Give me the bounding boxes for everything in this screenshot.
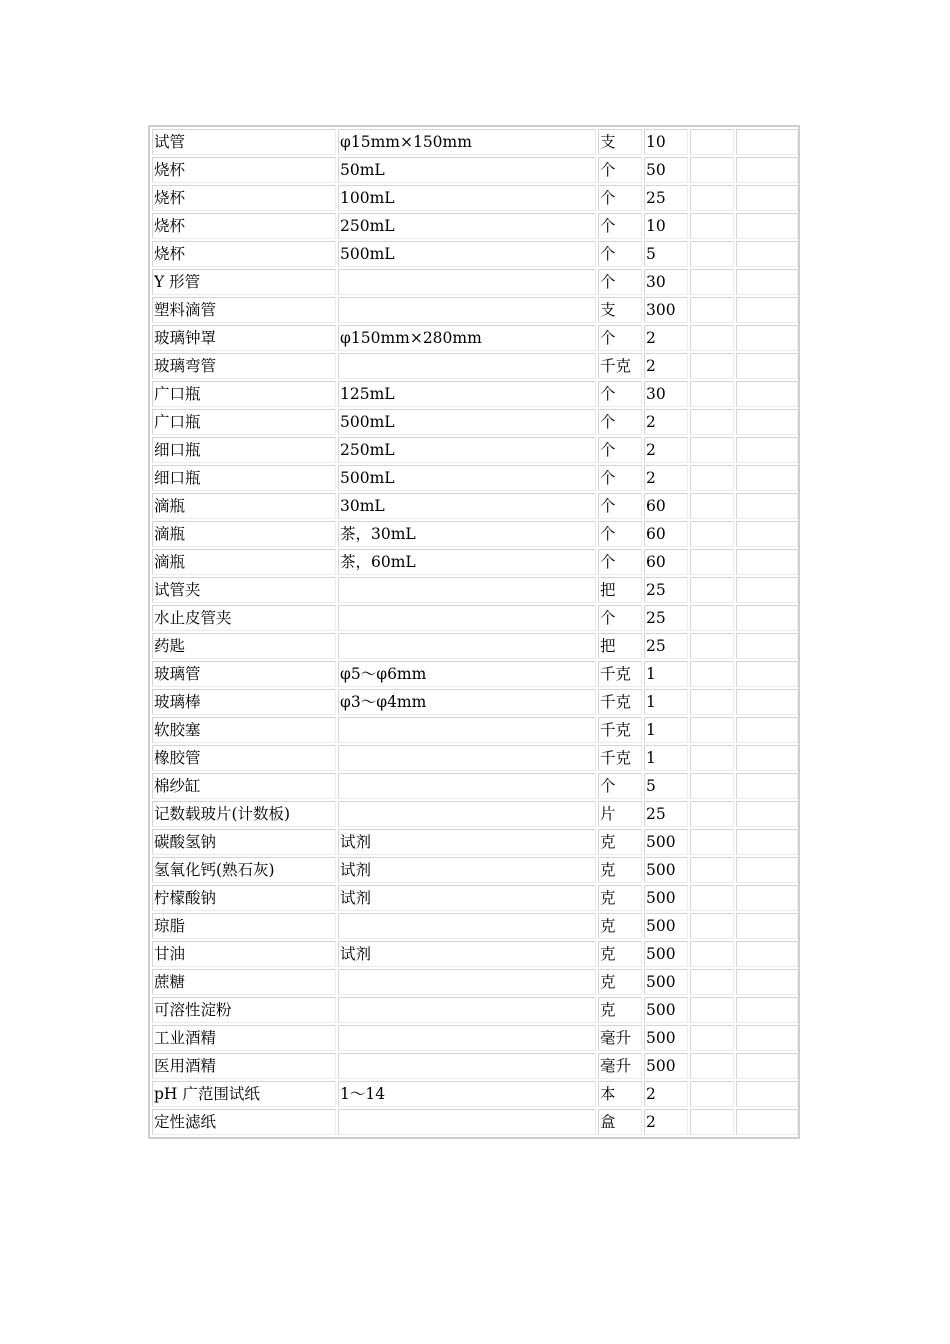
item-quantity-cell: 2	[644, 437, 688, 463]
empty-cell	[690, 661, 734, 687]
item-unit-cell: 毫升	[598, 1025, 642, 1051]
empty-cell	[690, 773, 734, 799]
empty-cell	[736, 661, 798, 687]
empty-cell	[736, 745, 798, 771]
item-unit-cell: 千克	[598, 717, 642, 743]
item-spec-cell: 500mL	[338, 465, 596, 491]
item-unit-cell: 个	[598, 549, 642, 575]
item-name-cell: 滴瓶	[152, 521, 336, 547]
empty-cell	[736, 1025, 798, 1051]
table-row	[152, 1109, 798, 1135]
empty-cell	[690, 241, 734, 267]
table-row	[152, 1053, 798, 1079]
empty-cell	[736, 437, 798, 463]
item-unit-cell: 个	[598, 325, 642, 351]
item-name-cell: 氢氧化钙(熟石灰)	[152, 857, 336, 883]
item-spec-cell: φ3～φ4mm	[338, 689, 596, 715]
item-quantity-cell: 2	[644, 1109, 688, 1135]
empty-cell	[690, 885, 734, 911]
empty-cell	[690, 577, 734, 603]
table-row	[152, 969, 798, 995]
empty-cell	[736, 269, 798, 295]
item-quantity-cell: 50	[644, 157, 688, 183]
item-name-cell: 甘油	[152, 941, 336, 967]
table-row	[152, 997, 798, 1023]
empty-cell	[736, 325, 798, 351]
item-quantity-cell: 10	[644, 129, 688, 155]
item-unit-cell: 克	[598, 997, 642, 1023]
item-name-cell: 医用酒精	[152, 1053, 336, 1079]
empty-cell	[690, 465, 734, 491]
empty-cell	[690, 997, 734, 1023]
item-unit-cell: 千克	[598, 353, 642, 379]
item-quantity-cell: 1	[644, 689, 688, 715]
item-unit-cell: 千克	[598, 745, 642, 771]
item-quantity-cell: 2	[644, 409, 688, 435]
item-quantity-cell: 25	[644, 801, 688, 827]
empty-cell	[736, 241, 798, 267]
item-unit-cell: 克	[598, 913, 642, 939]
item-unit-cell: 个	[598, 185, 642, 211]
item-spec-cell	[338, 801, 596, 827]
item-name-cell: 琼脂	[152, 913, 336, 939]
item-name-cell: 滴瓶	[152, 493, 336, 519]
item-name-cell: 玻璃管	[152, 661, 336, 687]
item-name-cell: 烧杯	[152, 185, 336, 211]
empty-cell	[690, 381, 734, 407]
item-unit-cell: 个	[598, 773, 642, 799]
item-spec-cell	[338, 605, 596, 631]
item-spec-cell	[338, 717, 596, 743]
empty-cell	[736, 717, 798, 743]
empty-cell	[690, 745, 734, 771]
empty-cell	[736, 801, 798, 827]
item-unit-cell: 个	[598, 437, 642, 463]
item-spec-cell	[338, 773, 596, 799]
item-spec-cell: 试剂	[338, 885, 596, 911]
item-name-cell: 碳酸氢钠	[152, 829, 336, 855]
empty-cell	[736, 633, 798, 659]
item-unit-cell: 片	[598, 801, 642, 827]
item-quantity-cell: 2	[644, 325, 688, 351]
item-unit-cell: 支	[598, 129, 642, 155]
item-quantity-cell: 60	[644, 521, 688, 547]
item-unit-cell: 克	[598, 857, 642, 883]
table-row	[152, 913, 798, 939]
table-row	[152, 185, 798, 211]
table-row	[152, 549, 798, 575]
table-row	[152, 605, 798, 631]
table-row	[152, 465, 798, 491]
item-quantity-cell: 500	[644, 1025, 688, 1051]
item-spec-cell: 试剂	[338, 941, 596, 967]
empty-cell	[736, 129, 798, 155]
item-name-cell: 塑料滴管	[152, 297, 336, 323]
empty-cell	[690, 157, 734, 183]
item-spec-cell	[338, 1109, 596, 1135]
table-row	[152, 633, 798, 659]
empty-cell	[736, 773, 798, 799]
empty-cell	[736, 157, 798, 183]
item-quantity-cell: 1	[644, 661, 688, 687]
item-spec-cell	[338, 353, 596, 379]
empty-cell	[690, 941, 734, 967]
item-unit-cell: 个	[598, 521, 642, 547]
empty-cell	[690, 801, 734, 827]
empty-cell	[736, 857, 798, 883]
table-row	[152, 941, 798, 967]
item-name-cell: 可溶性淀粉	[152, 997, 336, 1023]
equipment-table	[150, 127, 800, 1137]
item-unit-cell: 支	[598, 297, 642, 323]
empty-cell	[690, 1053, 734, 1079]
item-quantity-cell: 30	[644, 269, 688, 295]
item-spec-cell: 试剂	[338, 829, 596, 855]
empty-cell	[690, 269, 734, 295]
item-name-cell: 记数载玻片(计数板)	[152, 801, 336, 827]
item-spec-cell	[338, 297, 596, 323]
table-row	[152, 885, 798, 911]
empty-cell	[736, 549, 798, 575]
item-spec-cell	[338, 633, 596, 659]
item-name-cell: 药匙	[152, 633, 336, 659]
empty-cell	[736, 605, 798, 631]
item-name-cell: pH 广范围试纸	[152, 1081, 336, 1107]
item-quantity-cell: 25	[644, 577, 688, 603]
item-spec-cell	[338, 1053, 596, 1079]
item-name-cell: 玻璃钟罩	[152, 325, 336, 351]
table-row	[152, 409, 798, 435]
item-quantity-cell: 25	[644, 605, 688, 631]
item-quantity-cell: 500	[644, 997, 688, 1023]
empty-cell	[690, 1081, 734, 1107]
item-quantity-cell: 1	[644, 745, 688, 771]
equipment-table-body	[152, 129, 798, 1135]
item-spec-cell: 30mL	[338, 493, 596, 519]
table-row	[152, 437, 798, 463]
item-unit-cell: 个	[598, 605, 642, 631]
empty-cell	[690, 1025, 734, 1051]
table-row	[152, 213, 798, 239]
item-quantity-cell: 60	[644, 549, 688, 575]
item-name-cell: 玻璃棒	[152, 689, 336, 715]
empty-cell	[736, 297, 798, 323]
table-row	[152, 829, 798, 855]
empty-cell	[690, 521, 734, 547]
empty-cell	[736, 577, 798, 603]
table-row	[152, 157, 798, 183]
item-unit-cell: 克	[598, 829, 642, 855]
item-spec-cell: φ15mm×150mm	[338, 129, 596, 155]
empty-cell	[736, 689, 798, 715]
empty-cell	[736, 913, 798, 939]
item-name-cell: 细口瓶	[152, 465, 336, 491]
empty-cell	[690, 829, 734, 855]
item-name-cell: 试管夹	[152, 577, 336, 603]
empty-cell	[736, 829, 798, 855]
item-quantity-cell: 500	[644, 829, 688, 855]
empty-cell	[736, 1053, 798, 1079]
empty-cell	[690, 297, 734, 323]
empty-cell	[736, 493, 798, 519]
empty-cell	[736, 381, 798, 407]
table-row	[152, 325, 798, 351]
table-row	[152, 1081, 798, 1107]
item-spec-cell: 茶，60mL	[338, 549, 596, 575]
empty-cell	[736, 465, 798, 491]
item-quantity-cell: 500	[644, 941, 688, 967]
empty-cell	[736, 997, 798, 1023]
item-spec-cell: 100mL	[338, 185, 596, 211]
empty-cell	[736, 941, 798, 967]
item-quantity-cell: 1	[644, 717, 688, 743]
item-spec-cell: 茶，30mL	[338, 521, 596, 547]
empty-cell	[736, 409, 798, 435]
item-name-cell: 烧杯	[152, 241, 336, 267]
item-quantity-cell: 60	[644, 493, 688, 519]
item-spec-cell	[338, 269, 596, 295]
item-name-cell: 广口瓶	[152, 381, 336, 407]
item-name-cell: 软胶塞	[152, 717, 336, 743]
empty-cell	[736, 885, 798, 911]
item-unit-cell: 个	[598, 269, 642, 295]
item-quantity-cell: 25	[644, 633, 688, 659]
item-quantity-cell: 500	[644, 885, 688, 911]
table-row	[152, 353, 798, 379]
item-unit-cell: 克	[598, 941, 642, 967]
table-row	[152, 801, 798, 827]
item-name-cell: 柠檬酸钠	[152, 885, 336, 911]
item-spec-cell	[338, 969, 596, 995]
empty-cell	[736, 1081, 798, 1107]
item-name-cell: 试管	[152, 129, 336, 155]
item-spec-cell: 250mL	[338, 437, 596, 463]
table-row	[152, 689, 798, 715]
item-spec-cell	[338, 997, 596, 1023]
item-quantity-cell: 500	[644, 913, 688, 939]
item-name-cell: 定性滤纸	[152, 1109, 336, 1135]
item-spec-cell: 125mL	[338, 381, 596, 407]
item-unit-cell: 毫升	[598, 1053, 642, 1079]
item-spec-cell: 1～14	[338, 1081, 596, 1107]
table-row	[152, 521, 798, 547]
item-name-cell: 橡胶管	[152, 745, 336, 771]
table-row	[152, 297, 798, 323]
item-spec-cell	[338, 1025, 596, 1051]
table-row	[152, 745, 798, 771]
item-name-cell: 蔗糖	[152, 969, 336, 995]
empty-cell	[690, 913, 734, 939]
item-unit-cell: 个	[598, 241, 642, 267]
empty-cell	[736, 1109, 798, 1135]
item-spec-cell: 500mL	[338, 409, 596, 435]
item-unit-cell: 本	[598, 1081, 642, 1107]
empty-cell	[690, 857, 734, 883]
item-unit-cell: 克	[598, 969, 642, 995]
empty-cell	[690, 1109, 734, 1135]
item-quantity-cell: 500	[644, 1053, 688, 1079]
item-unit-cell: 个	[598, 381, 642, 407]
item-name-cell: 工业酒精	[152, 1025, 336, 1051]
table-row	[152, 493, 798, 519]
item-unit-cell: 个	[598, 213, 642, 239]
item-spec-cell	[338, 577, 596, 603]
item-spec-cell: 试剂	[338, 857, 596, 883]
item-spec-cell	[338, 745, 596, 771]
empty-cell	[690, 129, 734, 155]
table-row	[152, 661, 798, 687]
item-unit-cell: 个	[598, 465, 642, 491]
empty-cell	[690, 185, 734, 211]
item-quantity-cell: 30	[644, 381, 688, 407]
item-name-cell: 滴瓶	[152, 549, 336, 575]
empty-cell	[690, 605, 734, 631]
item-name-cell: 烧杯	[152, 157, 336, 183]
empty-cell	[736, 353, 798, 379]
item-quantity-cell: 5	[644, 773, 688, 799]
table-row	[152, 1025, 798, 1051]
item-unit-cell: 千克	[598, 689, 642, 715]
empty-cell	[690, 213, 734, 239]
empty-cell	[736, 969, 798, 995]
empty-cell	[736, 185, 798, 211]
item-unit-cell: 克	[598, 885, 642, 911]
empty-cell	[736, 521, 798, 547]
item-quantity-cell: 500	[644, 969, 688, 995]
empty-cell	[690, 717, 734, 743]
empty-cell	[690, 437, 734, 463]
item-quantity-cell: 2	[644, 353, 688, 379]
empty-cell	[690, 689, 734, 715]
item-spec-cell: 500mL	[338, 241, 596, 267]
item-unit-cell: 把	[598, 633, 642, 659]
item-unit-cell: 把	[598, 577, 642, 603]
item-quantity-cell: 2	[644, 465, 688, 491]
item-unit-cell: 个	[598, 493, 642, 519]
item-spec-cell: 50mL	[338, 157, 596, 183]
item-quantity-cell: 300	[644, 297, 688, 323]
item-unit-cell: 个	[598, 409, 642, 435]
item-unit-cell: 盒	[598, 1109, 642, 1135]
item-quantity-cell: 10	[644, 213, 688, 239]
item-quantity-cell: 2	[644, 1081, 688, 1107]
empty-cell	[690, 325, 734, 351]
table-row	[152, 717, 798, 743]
table-row	[152, 381, 798, 407]
item-quantity-cell: 5	[644, 241, 688, 267]
table-row	[152, 857, 798, 883]
empty-cell	[690, 969, 734, 995]
item-unit-cell: 个	[598, 157, 642, 183]
item-name-cell: 水止皮管夹	[152, 605, 336, 631]
table-row	[152, 269, 798, 295]
item-name-cell: Y 形管	[152, 269, 336, 295]
empty-cell	[690, 549, 734, 575]
table-row	[152, 129, 798, 155]
item-spec-cell: φ5～φ6mm	[338, 661, 596, 687]
item-quantity-cell: 25	[644, 185, 688, 211]
empty-cell	[690, 409, 734, 435]
item-name-cell: 烧杯	[152, 213, 336, 239]
equipment-table-frame	[148, 125, 800, 1139]
item-spec-cell: φ150mm×280mm	[338, 325, 596, 351]
table-row	[152, 577, 798, 603]
item-name-cell: 细口瓶	[152, 437, 336, 463]
empty-cell	[690, 353, 734, 379]
item-spec-cell: 250mL	[338, 213, 596, 239]
item-spec-cell	[338, 913, 596, 939]
empty-cell	[690, 493, 734, 519]
item-unit-cell: 千克	[598, 661, 642, 687]
item-quantity-cell: 500	[644, 857, 688, 883]
item-name-cell: 广口瓶	[152, 409, 336, 435]
table-row	[152, 241, 798, 267]
empty-cell	[736, 213, 798, 239]
empty-cell	[690, 633, 734, 659]
item-name-cell: 玻璃弯管	[152, 353, 336, 379]
item-name-cell: 棉纱缸	[152, 773, 336, 799]
table-row	[152, 773, 798, 799]
